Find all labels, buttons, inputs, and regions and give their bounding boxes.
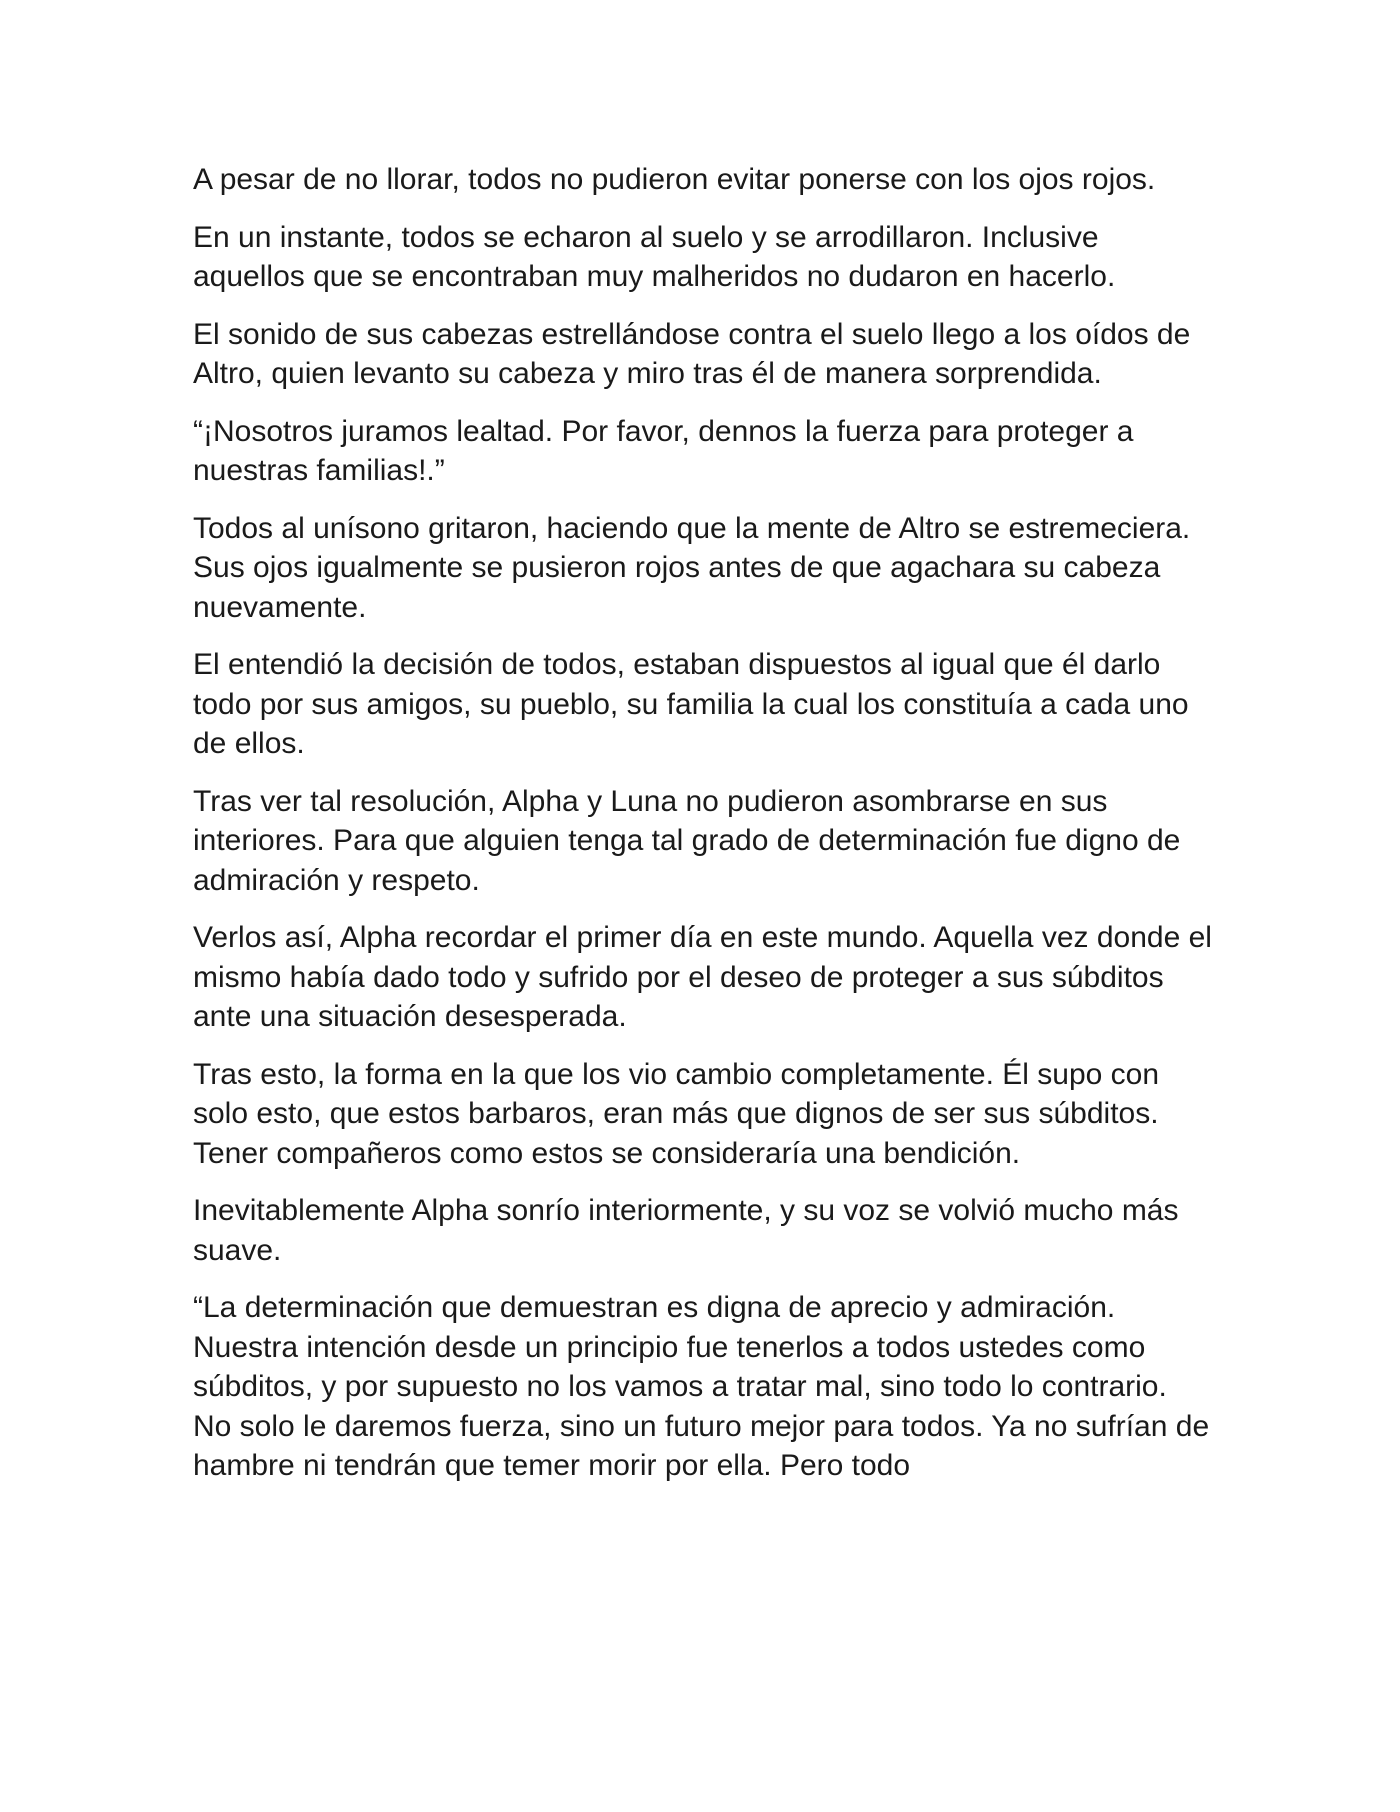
paragraph-10: Inevitablemente Alpha sonrío interiormente, y su voz se volvió mucho más suave. [193,1194,1179,1267]
paragraph-5: Todos al unísono gritaron, haciendo que la mente de Altro se estremeciera. Sus ojos igualmente se pusieron rojos antes de que agachara su cabeza nuevamente. [193,511,1191,624]
document-body [193,160,1213,1504]
paragraph-7: Tras ver tal resolución, Alpha y Luna no pudieron asombrarse en sus interiores. Para que alguien tenga tal grado de determinación fue digno de admiración y respeto. [193,784,1181,897]
paragraph-8: Verlos así, Alpha recordar el primer día en este mundo. Aquella vez donde el mismo había dado todo y sufrido por el deseo de proteger a sus súbditos ante una situación desesperada. [193,921,1212,1033]
paragraph-9: Tras esto, la forma en la que los vio cambio completamente. Él supo con solo esto, que estos barbaros, eran más que dignos de ser sus súbditos. Tener compañeros como estos se consideraría una bendición. [193,1057,1160,1170]
paragraph-11: “La determinación que demuestran es digna de aprecio y admiración. Nuestra intención desde un principio fue tenerlos a todos ustedes como súbditos, y por supuesto no los vamos a tratar mal, sino todo lo contrario. No solo le daremos fuerza, sino un futuro mejor para todos. Ya no sufrían de hambre ni tendrán que temer morir por ella. Pero todo [193,1291,1210,1482]
paragraph-6: El entendió la decisión de todos, estaban dispuestos al igual que él darlo todo por sus amigos, su pueblo, su familia la cual los constituía a cada uno de ellos. [193,648,1189,760]
paragraph-4: “¡Nosotros juramos lealtad. Por favor, dennos la fuerza para proteger a nuestras familias!.” [193,414,1134,487]
paragraph-3: El sonido de sus cabezas estrellándose contra el suelo llego a los oídos de Altro, quien levanto su cabeza y miro tras él de manera sorprendida. [193,317,1191,390]
paragraph-1: A pesar de no llorar, todos no pudieron evitar ponerse con los ojos rojos. [193,163,1156,196]
paragraph-2: En un instante, todos se echaron al suelo y se arrodillaron. Inclusive aquellos que se encontraban muy malheridos no dudaron en hacerlo. [193,220,1116,293]
